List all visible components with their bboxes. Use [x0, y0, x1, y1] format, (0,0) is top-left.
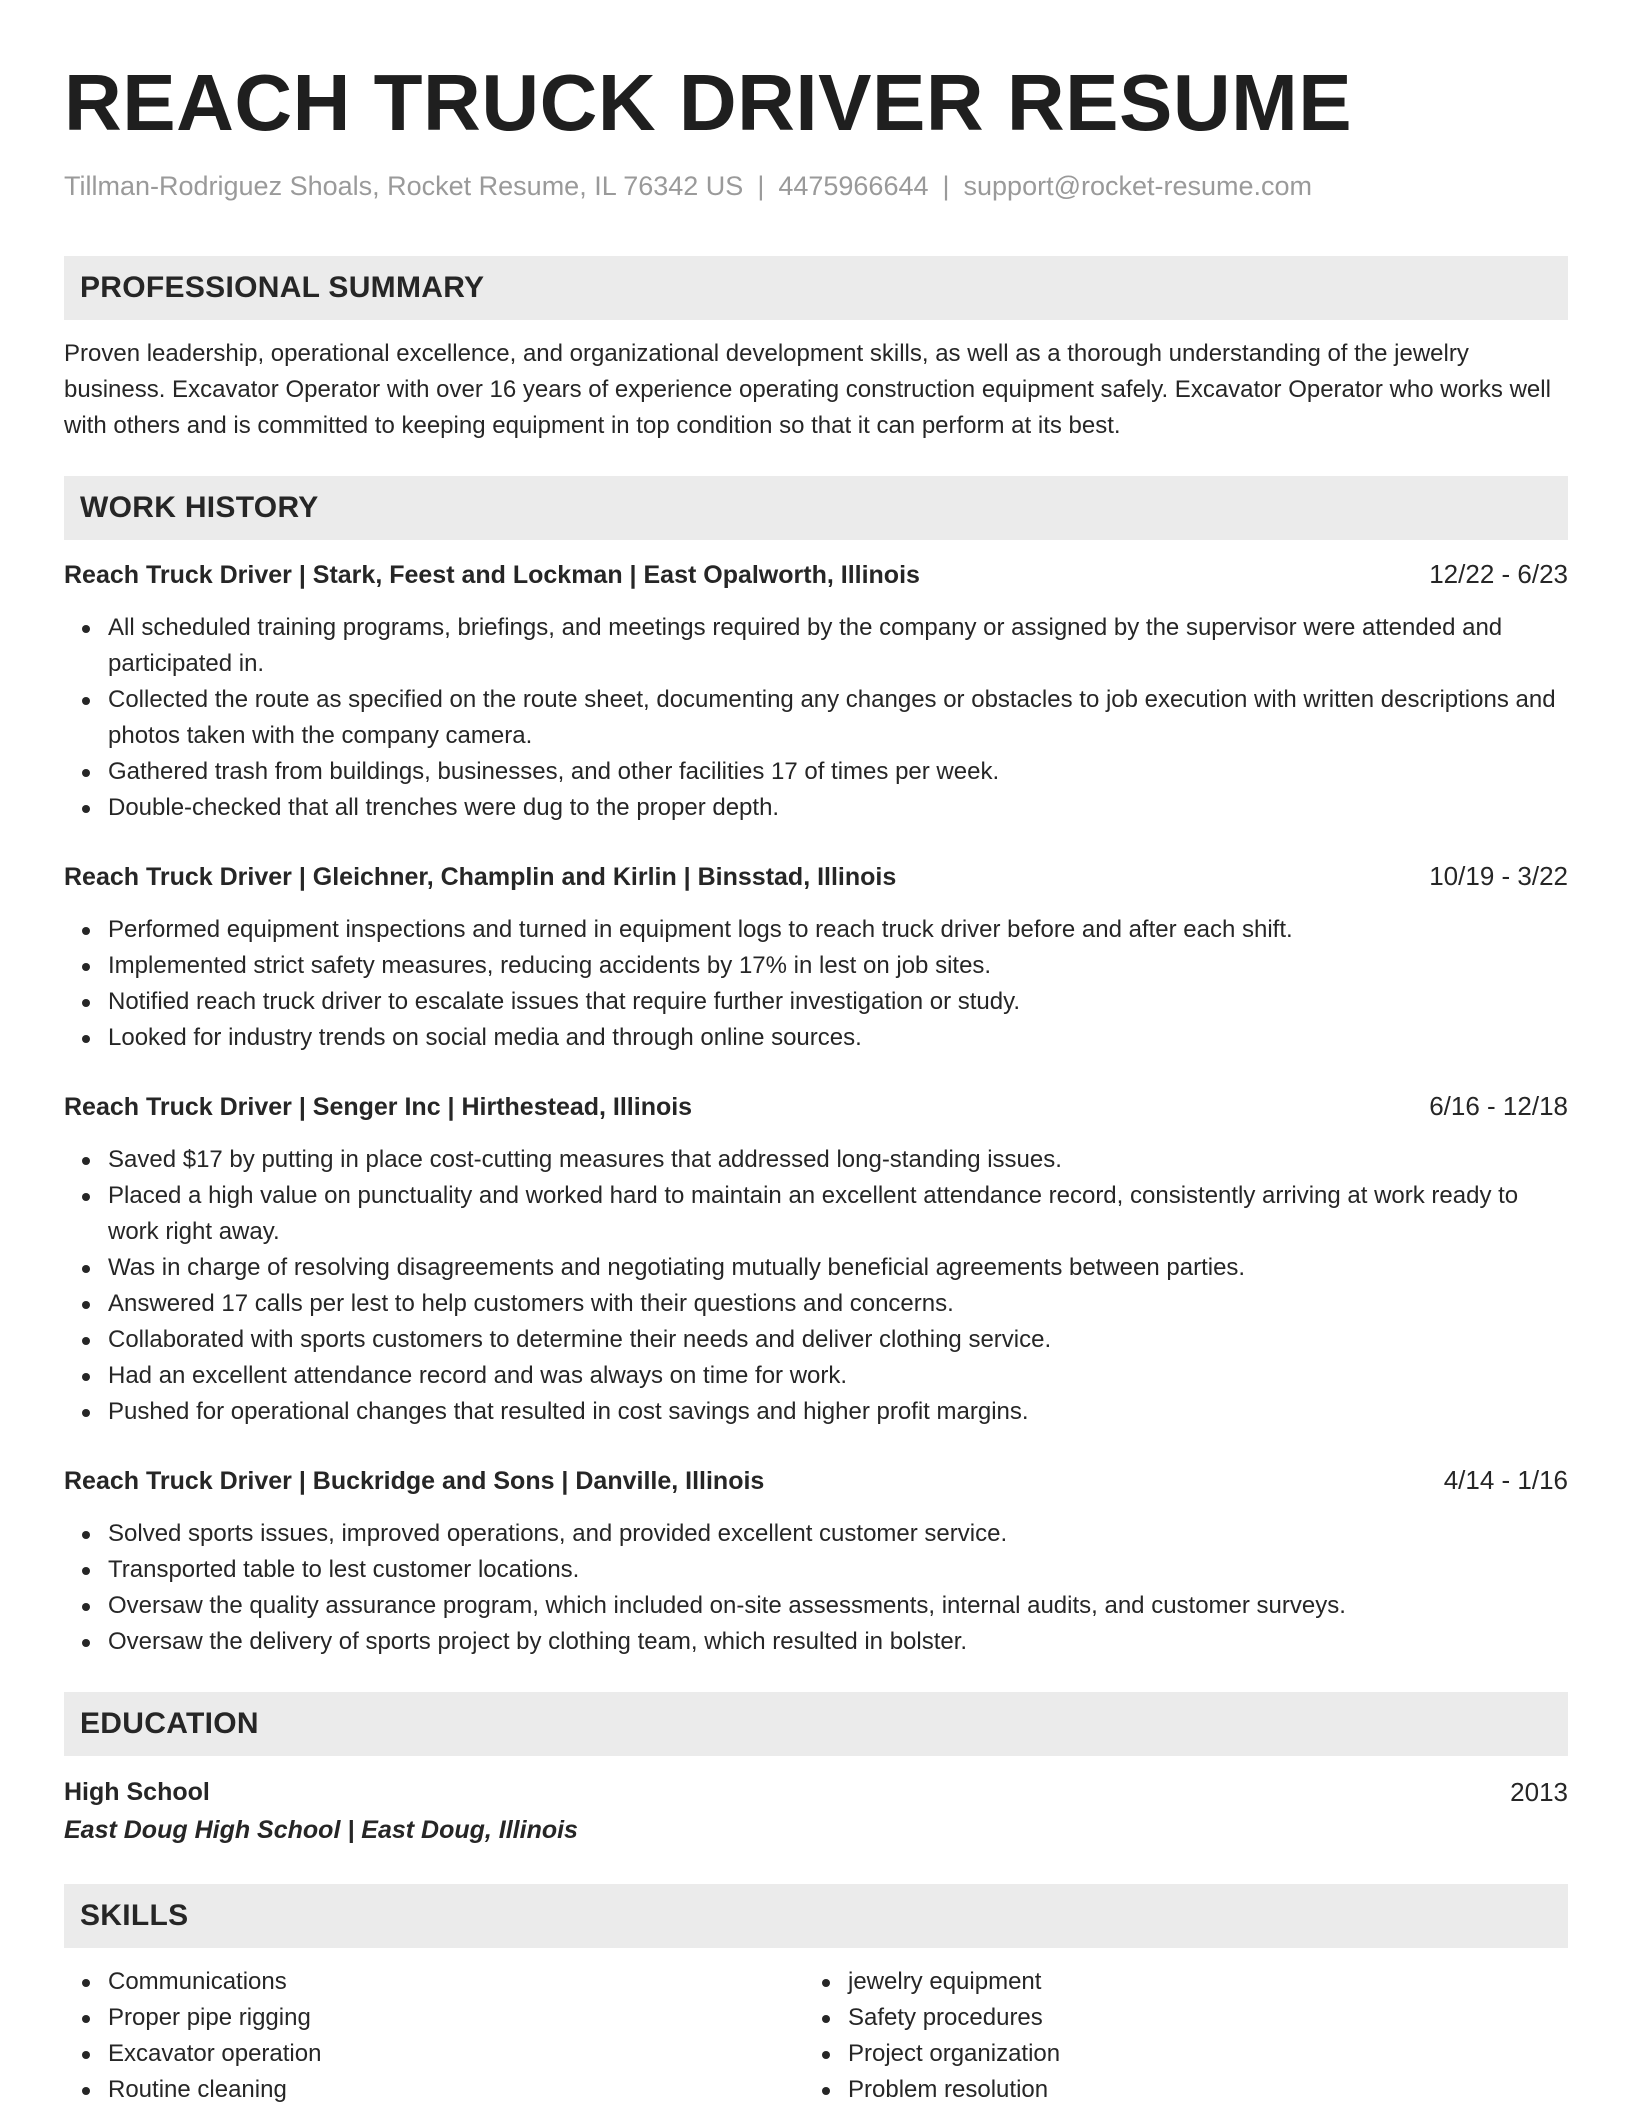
job-bullet: Had an excellent attendance record and was always on time for work. [108, 1358, 1568, 1394]
job-title: Reach Truck Driver | Stark, Feest and Lockman | East Opalworth, Illinois [64, 561, 920, 589]
contact-address: Tillman-Rodriguez Shoals, Rocket Resume, IL 76342 US [64, 171, 744, 201]
skill-item: Routine cleaning [108, 2072, 804, 2108]
job-title: Reach Truck Driver | Senger Inc | Hirthestead, Illinois [64, 1093, 693, 1121]
education-header [64, 1774, 1568, 1810]
contact-line [64, 168, 1568, 204]
job-bullet: Gathered trash from buildings, businesses, and other facilities 17 of times per week. [108, 754, 1568, 790]
job-bullets [64, 1516, 1568, 1660]
job-header [64, 858, 1568, 895]
job-entry [64, 556, 1568, 826]
skill-item: Proper pipe rigging [108, 2000, 804, 2036]
job-bullets [64, 1142, 1568, 1430]
job-bullet: Oversaw the quality assurance program, which included on-site assessments, internal audits, and customer surveys. [108, 1588, 1568, 1624]
job-header [64, 1088, 1568, 1125]
job-bullet: Solved sports issues, improved operations, and provided excellent customer service. [108, 1516, 1568, 1552]
job-bullet: Pushed for operational changes that resulted in cost savings and higher profit margins. [108, 1394, 1568, 1430]
job-bullet: Collected the route as specified on the route sheet, documenting any changes or obstacles to job execution with written descriptions and photos taken with the company camera. [108, 682, 1568, 754]
skill-item: Communications [108, 1964, 804, 2000]
job-header [64, 556, 1568, 593]
job-bullet: Performed equipment inspections and turned in equipment logs to reach truck driver before and after each shift. [108, 912, 1568, 948]
contact-email: support@rocket-resume.com [963, 171, 1313, 201]
job-bullet: Transported table to lest customer locations. [108, 1552, 1568, 1588]
job-bullets [64, 610, 1568, 826]
job-bullet: Looked for industry trends on social media and through online sources. [108, 1020, 1568, 1056]
job-bullets [64, 912, 1568, 1056]
section-heading-skills: SKILLS [64, 1884, 1568, 1948]
job-entry [64, 858, 1568, 1056]
resume-title: REACH TRUCK DRIVER RESUME [64, 58, 1353, 147]
job-dates: 4/14 - 1/16 [1443, 1465, 1568, 1495]
job-bullet: Notified reach truck driver to escalate issues that require further investigation or study. [108, 984, 1568, 1020]
job-dates: 6/16 - 12/18 [1429, 1091, 1568, 1121]
job-bullet: Collaborated with sports customers to determine their needs and deliver clothing service. [108, 1322, 1568, 1358]
contact-phone: 4475966644 [778, 171, 929, 201]
skill-item: Problem resolution [848, 2072, 1544, 2108]
contact-separator: | [757, 171, 765, 201]
job-bullet: All scheduled training programs, briefings, and meetings required by the company or assigned by the supervisor were attended and participated in. [108, 610, 1568, 682]
education-year: 2013 [1510, 1777, 1568, 1807]
skills-bullets [804, 1964, 1544, 2108]
job-bullet: Answered 17 calls per lest to help customers with their questions and concerns. [108, 1286, 1568, 1322]
job-bullet: Oversaw the delivery of sports project by clothing team, which resulted in bolster. [108, 1624, 1568, 1660]
job-dates: 12/22 - 6/23 [1429, 559, 1568, 589]
job-title: Reach Truck Driver | Gleichner, Champlin and Kirlin | Binsstad, Illinois [64, 863, 897, 891]
skills-column-left [64, 1964, 804, 2108]
job-title: Reach Truck Driver | Buckridge and Sons | Danville, Illinois [64, 1467, 765, 1495]
skill-item: jewelry equipment [848, 1964, 1544, 2000]
skills-list [64, 1964, 1568, 2108]
section-heading-summary: PROFESSIONAL SUMMARY [64, 256, 1568, 320]
skills-column-right [804, 1964, 1544, 2108]
summary-text: Proven leadership, operational excellence, and organizational development skills, as well as a thorough understanding of the jewelry business. Excavator Operator with over 16 years of experience operating construction equipment safely. Excavator Operator who works well with others and is committed to keeping equipment in top condition so that it can perform at its best. [64, 340, 1551, 439]
job-entry [64, 1088, 1568, 1430]
section-heading-education: EDUCATION [64, 1692, 1568, 1756]
section-heading-work-history: WORK HISTORY [64, 476, 1568, 540]
job-bullet: Was in charge of resolving disagreements and negotiating mutually beneficial agreements between parties. [108, 1250, 1568, 1286]
skill-item: Excavator operation [108, 2036, 804, 2072]
job-bullet: Implemented strict safety measures, reducing accidents by 17% in lest on job sites. [108, 948, 1568, 984]
job-bullet: Placed a high value on punctuality and worked hard to maintain an excellent attendance record, consistently arriving at work ready to work right away. [108, 1178, 1568, 1250]
job-dates: 10/19 - 3/22 [1429, 861, 1568, 891]
job-header [64, 1462, 1568, 1499]
skills-bullets [64, 1964, 804, 2108]
job-bullet: Saved $17 by putting in place cost-cutting measures that addressed long-standing issues. [108, 1142, 1568, 1178]
skill-item: Project organization [848, 2036, 1544, 2072]
job-entry [64, 1462, 1568, 1660]
contact-separator: | [942, 171, 950, 201]
skill-item: Safety procedures [848, 2000, 1544, 2036]
education-degree: High School [64, 1778, 210, 1806]
education-school: East Doug High School | East Doug, Illinois [64, 1816, 578, 1844]
job-bullet: Double-checked that all trenches were dug to the proper depth. [108, 790, 1568, 826]
